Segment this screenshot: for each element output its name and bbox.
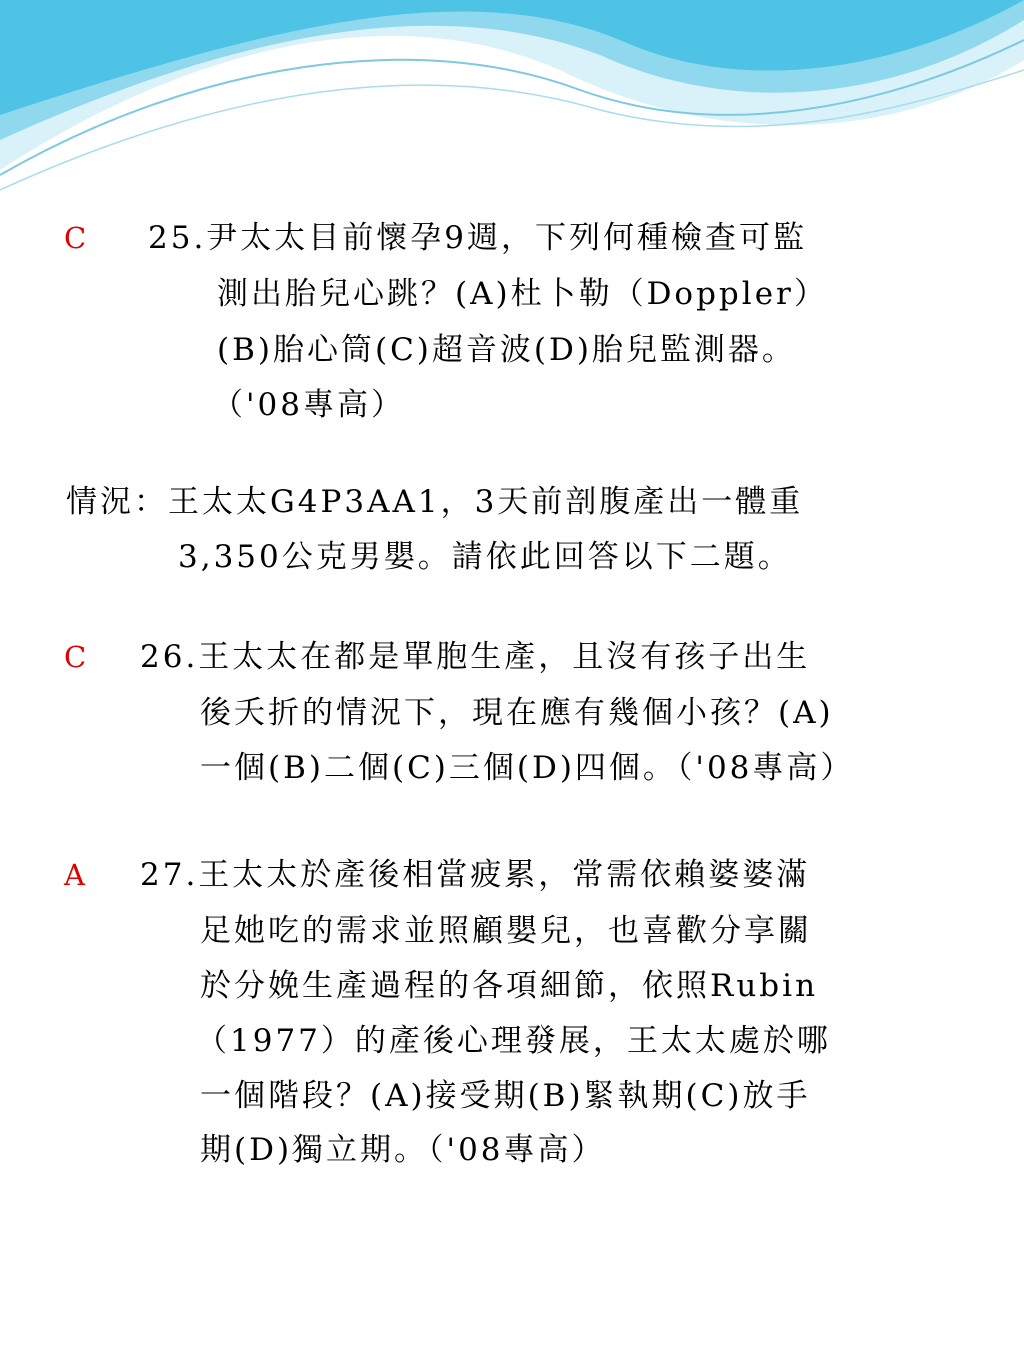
q27-line-3: 於分娩生產過程的各項細節，依照Rubin [200, 968, 819, 1004]
q27-line-4: （1977）的產後心理發展，王太太處於哪 [196, 1023, 831, 1059]
q25-line-3: (B)胎心筒(C)超音波(D)胎兒監測器。 [217, 332, 796, 368]
q27-line-5: 一個階段？(A)接受期(B)緊執期(C)放手 [200, 1078, 811, 1114]
situation-line-2: 3,350公克男嬰。請依此回答以下二題。 [178, 539, 792, 575]
q25-line-2: 測出胎兒心跳？(A)杜卜勒（Doppler） [217, 276, 828, 312]
q25-line-1: 25.尹太太目前懷孕9週，下列何種檢查可監 [148, 220, 808, 256]
q27-line-1: 27.王太太於產後相當疲累，常需依賴婆婆滿 [140, 857, 811, 893]
q26-line-2: 後夭折的情況下，現在應有幾個小孩？(A) [200, 695, 834, 731]
q27-answer: A [64, 858, 85, 892]
situation-line-1: 情況：王太太G4P3AA1，3天前剖腹產出一體重 [66, 484, 804, 520]
q26-line-1: 26.王太太在都是單胞生產，且沒有孩子出生 [140, 639, 811, 675]
q27-line-2: 足她吃的需求並照顧嬰兒，也喜歡分享關 [200, 913, 812, 949]
q26-line-3: 一個(B)二個(C)三個(D)四個。（'08專高） [200, 750, 855, 786]
q25-answer: C [64, 221, 87, 255]
decorative-wave-header [0, 0, 1024, 240]
q27-line-6: 期(D)獨立期。（'08專高） [200, 1132, 606, 1168]
q26-answer: C [64, 640, 87, 674]
q25-line-4: （'08專高） [212, 387, 405, 423]
